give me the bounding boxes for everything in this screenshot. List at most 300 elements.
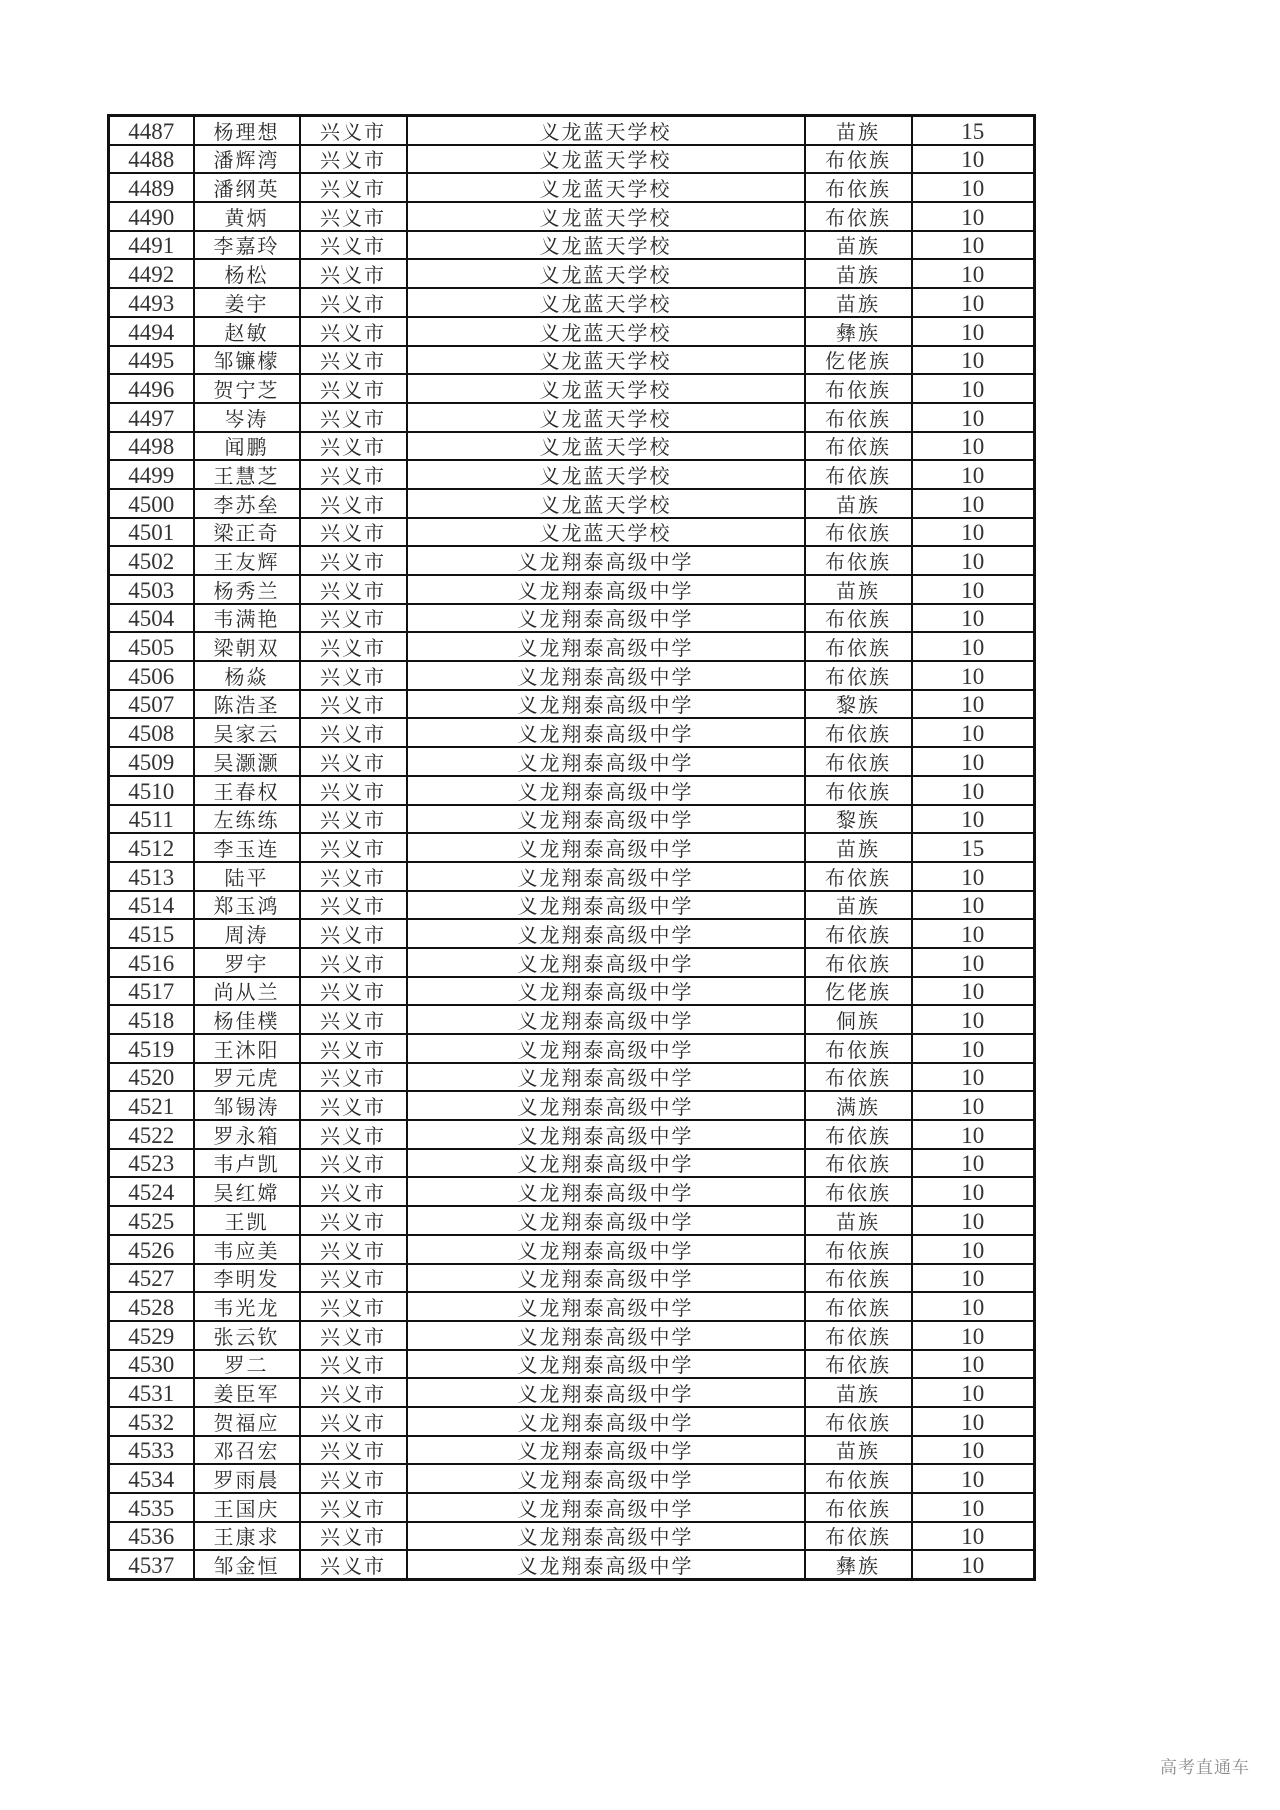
cell-school: 义龙蓝天学校 [407,317,805,346]
cell-score: 10 [912,690,1035,719]
cell-name: 李明发 [194,1264,300,1293]
table-row [109,1321,1035,1350]
cell-name: 杨理想 [194,116,300,145]
cell-name: 陆平 [194,862,300,891]
cell-ethnicity: 苗族 [805,259,912,288]
cell-score: 10 [912,1321,1035,1350]
cell-score: 10 [912,145,1035,174]
cell-score: 10 [912,891,1035,920]
cell-id: 4506 [109,661,194,690]
cell-score: 10 [912,1407,1035,1436]
cell-name: 韦应美 [194,1235,300,1264]
cell-school: 义龙翔泰高级中学 [407,747,805,776]
cell-id: 4537 [109,1550,194,1579]
cell-score: 10 [912,259,1035,288]
cell-name: 罗永箱 [194,1120,300,1149]
cell-school: 义龙翔泰高级中学 [407,690,805,719]
cell-school: 义龙翔泰高级中学 [407,1264,805,1293]
cell-school: 义龙蓝天学校 [407,346,805,375]
cell-score: 10 [912,1292,1035,1321]
cell-name: 李嘉玲 [194,231,300,260]
cell-ethnicity: 布依族 [805,1264,912,1293]
cell-id: 4516 [109,948,194,977]
cell-city: 兴义市 [300,1034,407,1063]
cell-city: 兴义市 [300,1321,407,1350]
cell-ethnicity: 苗族 [805,1378,912,1407]
cell-score: 10 [912,202,1035,231]
cell-id: 4531 [109,1378,194,1407]
cell-city: 兴义市 [300,575,407,604]
cell-ethnicity: 布依族 [805,1120,912,1149]
cell-score: 10 [912,1464,1035,1493]
cell-id: 4534 [109,1464,194,1493]
cell-id: 4503 [109,575,194,604]
cell-city: 兴义市 [300,288,407,317]
cell-id: 4528 [109,1292,194,1321]
cell-ethnicity: 布依族 [805,202,912,231]
cell-ethnicity: 布依族 [805,1407,912,1436]
cell-score: 10 [912,403,1035,432]
cell-city: 兴义市 [300,1120,407,1149]
cell-city: 兴义市 [300,747,407,776]
cell-ethnicity: 苗族 [805,891,912,920]
cell-school: 义龙翔泰高级中学 [407,718,805,747]
cell-ethnicity: 布依族 [805,518,912,547]
table-row [109,919,1035,948]
cell-id: 4509 [109,747,194,776]
cell-id: 4520 [109,1063,194,1092]
cell-ethnicity: 布依族 [805,1034,912,1063]
cell-city: 兴义市 [300,948,407,977]
cell-ethnicity: 苗族 [805,288,912,317]
cell-score: 10 [912,1550,1035,1579]
cell-school: 义龙翔泰高级中学 [407,977,805,1006]
cell-school: 义龙蓝天学校 [407,116,805,145]
table-row [109,1005,1035,1034]
table-row [109,1350,1035,1379]
cell-id: 4515 [109,919,194,948]
cell-school: 义龙翔泰高级中学 [407,1436,805,1465]
cell-city: 兴义市 [300,1063,407,1092]
cell-school: 义龙翔泰高级中学 [407,833,805,862]
cell-score: 10 [912,1149,1035,1178]
cell-ethnicity: 布依族 [805,1235,912,1264]
cell-score: 10 [912,432,1035,461]
cell-ethnicity: 布依族 [805,718,912,747]
cell-score: 10 [912,1436,1035,1465]
cell-city: 兴义市 [300,374,407,403]
table-row [109,776,1035,805]
cell-id: 4497 [109,403,194,432]
cell-school: 义龙翔泰高级中学 [407,1149,805,1178]
cell-city: 兴义市 [300,805,407,834]
cell-school: 义龙翔泰高级中学 [407,1120,805,1149]
cell-name: 邹镰檬 [194,346,300,375]
cell-city: 兴义市 [300,346,407,375]
cell-name: 杨焱 [194,661,300,690]
cell-school: 义龙蓝天学校 [407,202,805,231]
cell-id: 4493 [109,288,194,317]
cell-id: 4488 [109,145,194,174]
table-row [109,346,1035,375]
cell-score: 10 [912,346,1035,375]
cell-school: 义龙翔泰高级中学 [407,1235,805,1264]
cell-score: 10 [912,604,1035,633]
table-row [109,460,1035,489]
cell-city: 兴义市 [300,432,407,461]
cell-school: 义龙翔泰高级中学 [407,661,805,690]
cell-id: 4508 [109,718,194,747]
cell-city: 兴义市 [300,1350,407,1379]
cell-id: 4500 [109,489,194,518]
cell-name: 闻鹏 [194,432,300,461]
cell-name: 王凯 [194,1206,300,1235]
cell-id: 4501 [109,518,194,547]
table-row [109,1550,1035,1579]
cell-id: 4514 [109,891,194,920]
cell-name: 吴家云 [194,718,300,747]
cell-id: 4496 [109,374,194,403]
cell-id: 4521 [109,1091,194,1120]
cell-school: 义龙翔泰高级中学 [407,1005,805,1034]
table-row [109,690,1035,719]
cell-name: 吴红嫦 [194,1177,300,1206]
table-row [109,1120,1035,1149]
cell-city: 兴义市 [300,489,407,518]
cell-ethnicity: 布依族 [805,862,912,891]
cell-city: 兴义市 [300,1378,407,1407]
cell-ethnicity: 苗族 [805,1206,912,1235]
cell-id: 4507 [109,690,194,719]
table-row [109,1235,1035,1264]
cell-id: 4523 [109,1149,194,1178]
table-row [109,202,1035,231]
cell-score: 10 [912,919,1035,948]
cell-score: 10 [912,805,1035,834]
cell-city: 兴义市 [300,718,407,747]
table-row [109,231,1035,260]
table-row [109,891,1035,920]
cell-name: 梁朝双 [194,632,300,661]
cell-school: 义龙翔泰高级中学 [407,1177,805,1206]
table-row [109,518,1035,547]
cell-name: 尚从兰 [194,977,300,1006]
table-row [109,432,1035,461]
cell-ethnicity: 苗族 [805,231,912,260]
cell-score: 10 [912,1034,1035,1063]
cell-school: 义龙翔泰高级中学 [407,776,805,805]
cell-id: 4489 [109,173,194,202]
cell-id: 4512 [109,833,194,862]
cell-school: 义龙翔泰高级中学 [407,891,805,920]
cell-ethnicity: 布依族 [805,145,912,174]
cell-name: 王康求 [194,1522,300,1551]
cell-score: 10 [912,776,1035,805]
cell-name: 杨佳樸 [194,1005,300,1034]
cell-school: 义龙蓝天学校 [407,173,805,202]
cell-score: 10 [912,1120,1035,1149]
cell-id: 4504 [109,604,194,633]
table-row [109,1034,1035,1063]
cell-ethnicity: 布依族 [805,1350,912,1379]
cell-id: 4536 [109,1522,194,1551]
cell-score: 15 [912,833,1035,862]
cell-city: 兴义市 [300,259,407,288]
cell-city: 兴义市 [300,632,407,661]
cell-name: 潘纲英 [194,173,300,202]
cell-city: 兴义市 [300,1091,407,1120]
cell-school: 义龙翔泰高级中学 [407,1034,805,1063]
cell-city: 兴义市 [300,116,407,145]
cell-score: 10 [912,173,1035,202]
cell-id: 4494 [109,317,194,346]
cell-name: 李玉连 [194,833,300,862]
cell-city: 兴义市 [300,862,407,891]
cell-ethnicity: 苗族 [805,489,912,518]
cell-ethnicity: 布依族 [805,1292,912,1321]
cell-name: 邹金恒 [194,1550,300,1579]
cell-school: 义龙蓝天学校 [407,145,805,174]
cell-name: 郑玉鸿 [194,891,300,920]
table-row [109,1264,1035,1293]
cell-ethnicity: 布依族 [805,1493,912,1522]
cell-score: 10 [912,862,1035,891]
cell-ethnicity: 布依族 [805,948,912,977]
table-row [109,403,1035,432]
cell-school: 义龙蓝天学校 [407,259,805,288]
cell-ethnicity: 黎族 [805,805,912,834]
cell-ethnicity: 布依族 [805,1464,912,1493]
cell-school: 义龙翔泰高级中学 [407,632,805,661]
cell-name: 梁正奇 [194,518,300,547]
watermark-text: 高考直通车 [1160,1758,1250,1778]
cell-city: 兴义市 [300,833,407,862]
cell-school: 义龙翔泰高级中学 [407,1350,805,1379]
table-row [109,661,1035,690]
cell-school: 义龙翔泰高级中学 [407,546,805,575]
cell-score: 10 [912,1493,1035,1522]
cell-city: 兴义市 [300,317,407,346]
cell-score: 10 [912,374,1035,403]
cell-score: 10 [912,661,1035,690]
cell-ethnicity: 布依族 [805,1063,912,1092]
table-row [109,1436,1035,1465]
cell-school: 义龙蓝天学校 [407,288,805,317]
cell-name: 王国庆 [194,1493,300,1522]
table-row [109,1149,1035,1178]
table-row [109,1091,1035,1120]
table-row [109,145,1035,174]
cell-score: 10 [912,575,1035,604]
cell-school: 义龙翔泰高级中学 [407,1522,805,1551]
cell-city: 兴义市 [300,661,407,690]
cell-school: 义龙翔泰高级中学 [407,1063,805,1092]
cell-school: 义龙蓝天学校 [407,489,805,518]
cell-id: 4513 [109,862,194,891]
cell-ethnicity: 布依族 [805,747,912,776]
cell-ethnicity: 布依族 [805,776,912,805]
cell-ethnicity: 苗族 [805,116,912,145]
cell-city: 兴义市 [300,403,407,432]
cell-school: 义龙蓝天学校 [407,231,805,260]
cell-name: 韦光龙 [194,1292,300,1321]
cell-id: 4495 [109,346,194,375]
cell-ethnicity: 仡佬族 [805,346,912,375]
cell-name: 李苏垒 [194,489,300,518]
cell-id: 4525 [109,1206,194,1235]
cell-city: 兴义市 [300,1407,407,1436]
cell-name: 潘辉湾 [194,145,300,174]
cell-name: 罗元虎 [194,1063,300,1092]
cell-ethnicity: 布依族 [805,1177,912,1206]
cell-city: 兴义市 [300,690,407,719]
cell-city: 兴义市 [300,1436,407,1465]
cell-name: 王慧芝 [194,460,300,489]
cell-score: 10 [912,546,1035,575]
cell-ethnicity: 布依族 [805,546,912,575]
cell-score: 10 [912,489,1035,518]
cell-score: 10 [912,1177,1035,1206]
cell-school: 义龙翔泰高级中学 [407,1378,805,1407]
cell-id: 4522 [109,1120,194,1149]
cell-school: 义龙蓝天学校 [407,432,805,461]
cell-school: 义龙翔泰高级中学 [407,1550,805,1579]
cell-id: 4519 [109,1034,194,1063]
cell-ethnicity: 布依族 [805,919,912,948]
cell-name: 王友辉 [194,546,300,575]
cell-name: 黄炳 [194,202,300,231]
cell-ethnicity: 彝族 [805,1550,912,1579]
cell-school: 义龙蓝天学校 [407,518,805,547]
table-row [109,1063,1035,1092]
cell-school: 义龙翔泰高级中学 [407,1292,805,1321]
cell-school: 义龙翔泰高级中学 [407,575,805,604]
cell-school: 义龙翔泰高级中学 [407,1206,805,1235]
table-row [109,489,1035,518]
cell-school: 义龙翔泰高级中学 [407,1493,805,1522]
cell-school: 义龙蓝天学校 [407,460,805,489]
table-row [109,374,1035,403]
cell-city: 兴义市 [300,202,407,231]
table-row [109,747,1035,776]
cell-score: 10 [912,1206,1035,1235]
cell-name: 贺福应 [194,1407,300,1436]
cell-ethnicity: 黎族 [805,690,912,719]
table-row [109,575,1035,604]
cell-id: 4533 [109,1436,194,1465]
cell-name: 王沐阳 [194,1034,300,1063]
student-bonus-table [107,114,1036,1581]
cell-id: 4535 [109,1493,194,1522]
cell-city: 兴义市 [300,546,407,575]
cell-score: 10 [912,317,1035,346]
table-row [109,862,1035,891]
cell-id: 4529 [109,1321,194,1350]
cell-city: 兴义市 [300,977,407,1006]
cell-city: 兴义市 [300,1522,407,1551]
table-row [109,1292,1035,1321]
cell-ethnicity: 苗族 [805,833,912,862]
cell-city: 兴义市 [300,1493,407,1522]
cell-ethnicity: 布依族 [805,1149,912,1178]
cell-score: 10 [912,1522,1035,1551]
cell-city: 兴义市 [300,231,407,260]
cell-name: 王春权 [194,776,300,805]
cell-id: 4502 [109,546,194,575]
cell-name: 韦满艳 [194,604,300,633]
cell-score: 10 [912,231,1035,260]
cell-id: 4517 [109,977,194,1006]
cell-school: 义龙蓝天学校 [407,374,805,403]
cell-name: 姜宇 [194,288,300,317]
table-row [109,833,1035,862]
cell-name: 邹锡涛 [194,1091,300,1120]
cell-city: 兴义市 [300,1550,407,1579]
cell-city: 兴义市 [300,145,407,174]
cell-ethnicity: 布依族 [805,661,912,690]
cell-ethnicity: 布依族 [805,1321,912,1350]
cell-ethnicity: 彝族 [805,317,912,346]
cell-score: 10 [912,1350,1035,1379]
cell-school: 义龙翔泰高级中学 [407,1407,805,1436]
cell-ethnicity: 侗族 [805,1005,912,1034]
cell-name: 吴灏灏 [194,747,300,776]
cell-ethnicity: 布依族 [805,632,912,661]
cell-id: 4490 [109,202,194,231]
cell-city: 兴义市 [300,1005,407,1034]
table-row [109,1177,1035,1206]
cell-name: 陈浩圣 [194,690,300,719]
cell-id: 4526 [109,1235,194,1264]
cell-city: 兴义市 [300,776,407,805]
cell-id: 4505 [109,632,194,661]
cell-score: 10 [912,518,1035,547]
cell-score: 10 [912,1091,1035,1120]
cell-city: 兴义市 [300,518,407,547]
cell-name: 邓召宏 [194,1436,300,1465]
cell-id: 4487 [109,116,194,145]
table-row [109,1407,1035,1436]
cell-ethnicity: 布依族 [805,604,912,633]
cell-school: 义龙翔泰高级中学 [407,604,805,633]
table-row [109,317,1035,346]
cell-score: 15 [912,116,1035,145]
table-row [109,948,1035,977]
cell-name: 姜臣军 [194,1378,300,1407]
cell-ethnicity: 仡佬族 [805,977,912,1006]
cell-name: 岑涛 [194,403,300,432]
cell-city: 兴义市 [300,604,407,633]
cell-score: 10 [912,747,1035,776]
table-row [109,805,1035,834]
cell-id: 4499 [109,460,194,489]
cell-ethnicity: 布依族 [805,460,912,489]
cell-name: 罗宇 [194,948,300,977]
cell-ethnicity: 布依族 [805,403,912,432]
cell-score: 10 [912,1264,1035,1293]
table-row [109,288,1035,317]
cell-city: 兴义市 [300,1292,407,1321]
cell-ethnicity: 苗族 [805,1436,912,1465]
cell-city: 兴义市 [300,460,407,489]
table-row [109,977,1035,1006]
table-row [109,259,1035,288]
cell-school: 义龙蓝天学校 [407,403,805,432]
cell-id: 4498 [109,432,194,461]
cell-score: 10 [912,718,1035,747]
cell-name: 韦卢凯 [194,1149,300,1178]
cell-name: 杨松 [194,259,300,288]
